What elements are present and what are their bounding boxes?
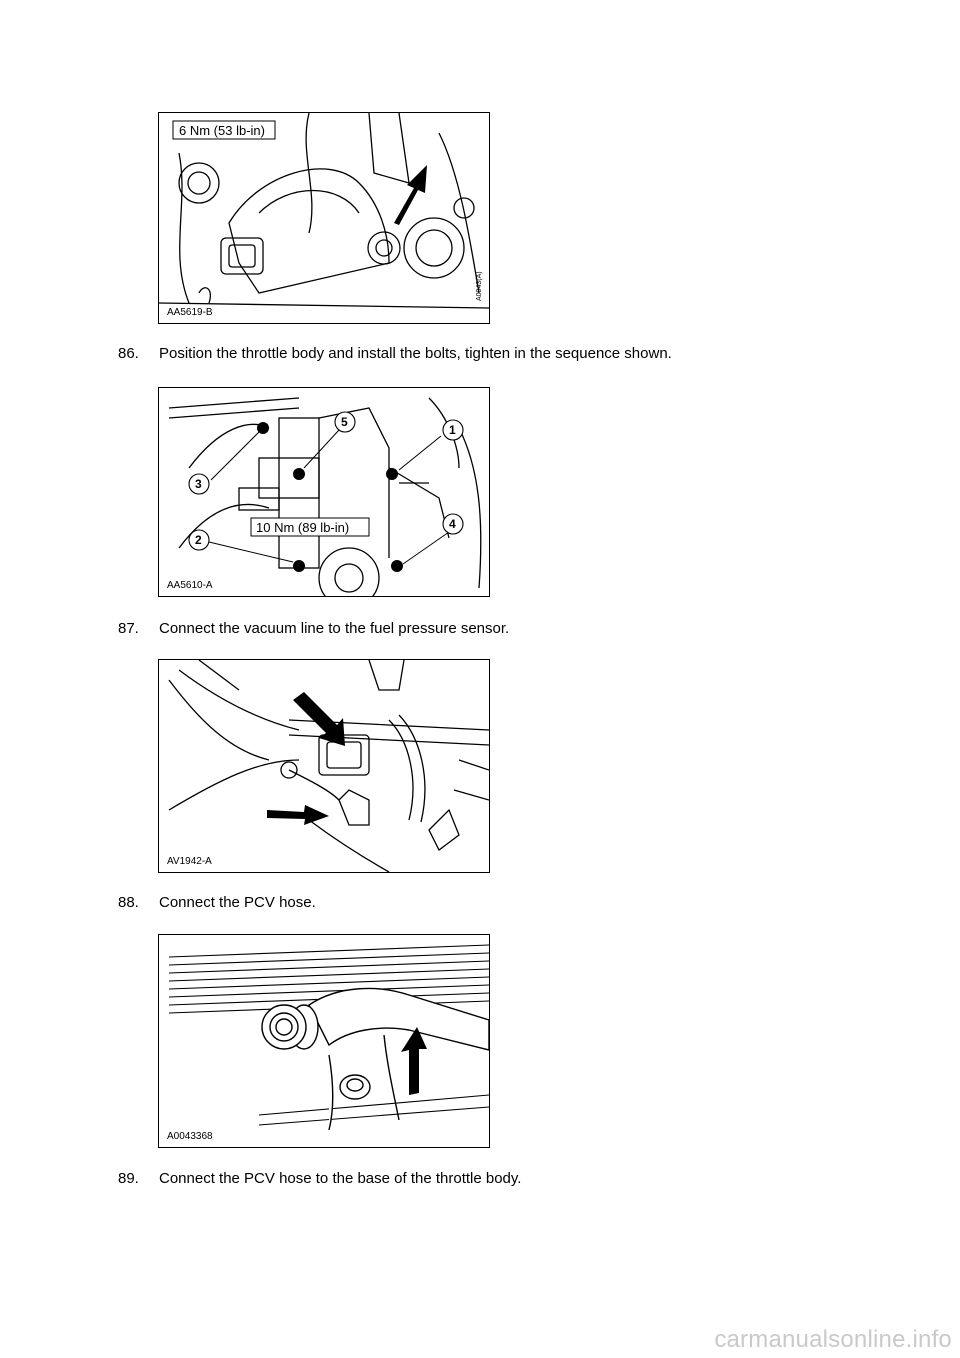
step-number: 88. [118,894,139,911]
figure-id: A0043368 [167,1131,213,1142]
step-86 [118,345,672,363]
figure-id: AA5619-B [167,307,213,318]
arrow-icon [394,165,427,225]
callout-5: 5 [341,415,348,429]
bolt-icon [293,560,305,572]
figure-av1942a [158,659,490,873]
step-text: Position the throttle body and install the bolts, tighten in the sequence shown. [159,345,672,362]
step-text: Connect the vacuum line to the fuel pressure sensor. [159,620,510,637]
step-number: 86. [118,345,139,362]
figure-side-code: A0043(A) [476,271,483,301]
step-88 [118,894,316,912]
torque-label: 10 Nm (89 lb-in) [256,520,350,535]
callout-4: 4 [449,517,456,531]
step-87 [118,620,509,638]
step-89 [118,1170,521,1188]
callout-1: 1 [449,423,456,437]
throttle-body-bolts-illustration [159,388,489,596]
figure-aa5619b [158,112,490,324]
sensor-bolt-illustration [159,113,489,323]
bolt-icon [391,560,403,572]
figure-aa5610a [158,387,490,597]
pcv-hose-illustration [159,935,489,1147]
figure-a0043368 [158,934,490,1148]
arrow-icon [401,1027,427,1095]
callout-3: 3 [195,477,202,491]
step-text: Connect the PCV hose. [159,894,316,911]
figure-id: AA5610-A [167,580,213,591]
callout-2: 2 [195,533,202,547]
bolt-icon [386,468,398,480]
vacuum-line-illustration [159,660,489,872]
watermark: carmanualsonline.info [714,1326,952,1353]
step-number: 87. [118,620,139,637]
bolt-icon [293,468,305,480]
torque-label: 6 Nm (53 lb-in) [179,123,265,138]
step-number: 89. [118,1170,139,1187]
arrow-icon [267,805,329,825]
step-text: Connect the PCV hose to the base of the throttle body. [159,1170,522,1187]
figure-id: AV1942-A [167,856,212,867]
